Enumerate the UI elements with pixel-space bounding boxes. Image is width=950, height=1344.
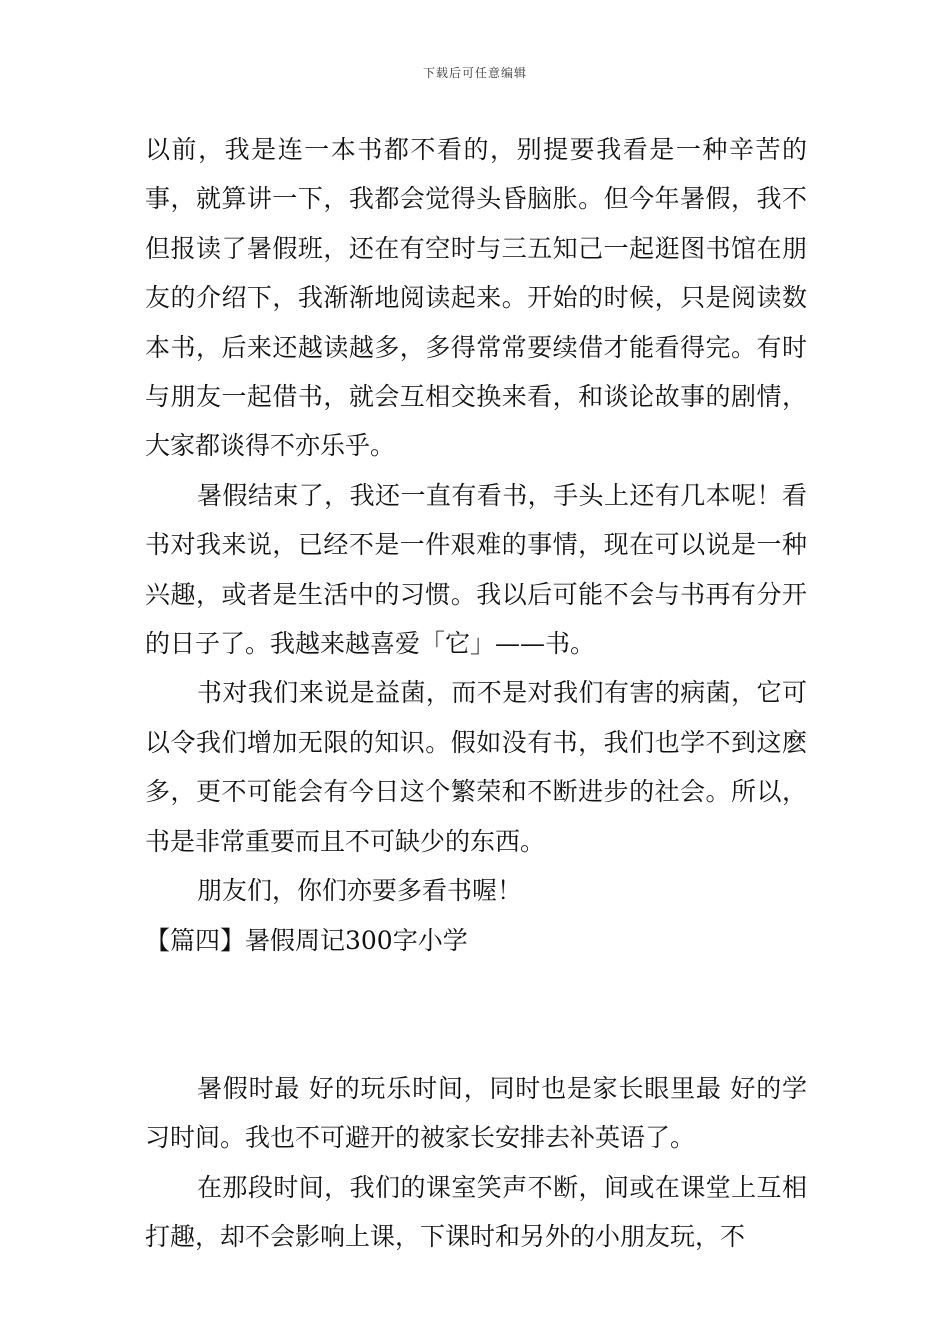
paragraph-6: 在那段时间，我们的课室笑声不断，间或在课堂上互相打趣，却不会影响上课，下课时和另外的小朋友玩，不 (145, 1172, 807, 1252)
page-header: 下载后可任意编辑 (422, 66, 527, 80)
paragraph-5: 暑假时最 好的玩乐时间，同时也是家长眼里最 好的学习时间。我也不可避开的被家长安排去补英语了。 (145, 1073, 807, 1153)
section-heading: 【篇四】暑假周记300字小学 (145, 925, 468, 955)
paragraph-1: 以前，我是连一本书都不看的，别提要我看是一种辛苦的事，就算讲一下，我都会觉得头昏脑胀。但今年暑假，我不但报读了暑假班，还在有空时与三五知己一起逛图书馆在朋友的介绍下，我渐渐地阅读起来。开始的时候，只是阅读数本书，后来还越读越多，多得常常要续借才能看得完。有时与朋友一起借书，就会互相交换来看，和谈论故事的剧情，大家都谈得不亦乐乎。 (145, 135, 807, 461)
paragraph-3: 书对我们来说是益菌，而不是对我们有害的病菌，它可以令我们增加无限的知识。假如没有书，我们也学不到这麽多，更不可能会有今日这个繁荣和不断进步的社会。所以，书是非常重要而且不可缺少的东西。 (145, 678, 807, 856)
paragraph-4: 朋友们，你们亦要多看书喔！ (197, 876, 523, 906)
document-body (145, 125, 807, 1262)
paragraph-2: 暑假结束了，我还一直有看书，手头上还有几本呢！看书对我来说，已经不是一件艰难的事情，现在可以说是一种兴趣，或者是生活中的习惯。我以后可能不会与书再有分开的日子了。我越来越喜爱「它」——书。 (145, 480, 807, 659)
